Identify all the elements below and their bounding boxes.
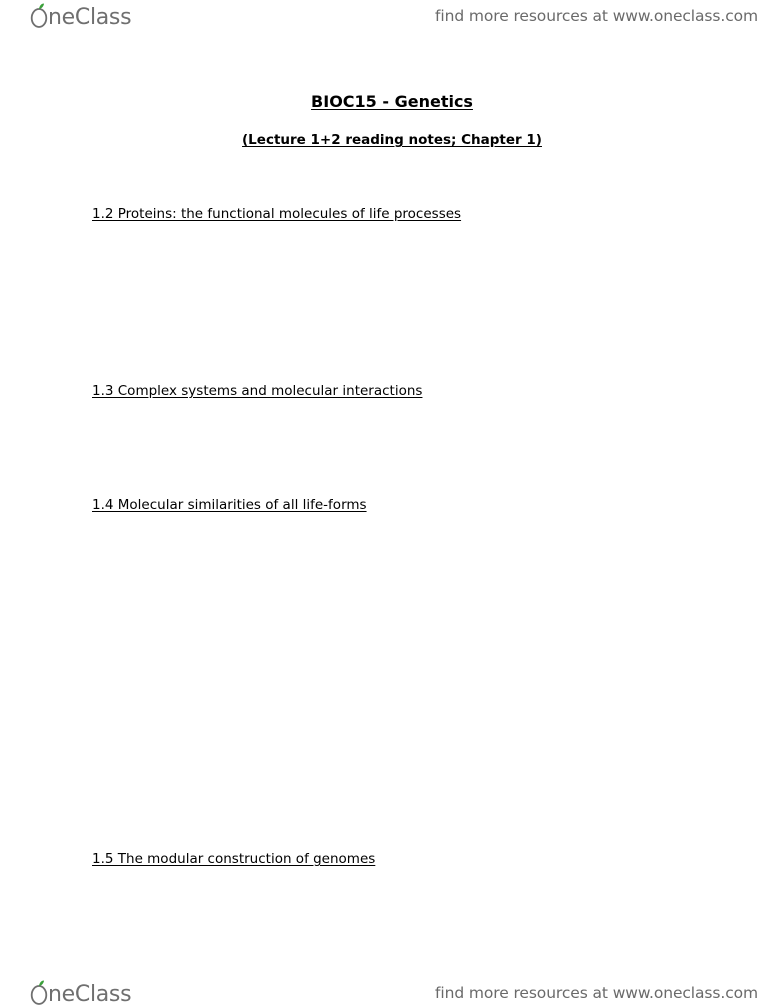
section-heading-1-2: 1.2 Proteins: the functional molecules of life processes: [92, 206, 462, 222]
logo-text: neClass: [48, 5, 132, 30]
document-title: BIOC15 - Genetics: [311, 92, 473, 111]
section-heading-1-4: 1.4 Molecular similarities of all life-forms: [92, 497, 367, 513]
section-heading-1-5: 1.5 The modular construction of genomes: [92, 851, 376, 867]
logo-o-leaf-icon: [30, 979, 48, 1007]
oneclass-logo-footer[interactable]: [30, 979, 142, 1007]
header-tagline[interactable]: find more resources at www.oneclass.com: [435, 7, 758, 25]
document-subtitle: (Lecture 1+2 reading notes; Chapter 1): [242, 132, 542, 148]
footer-tagline[interactable]: find more resources at www.oneclass.com: [435, 984, 758, 1002]
oneclass-logo[interactable]: [30, 2, 142, 30]
logo-o-leaf-icon: [30, 2, 48, 30]
logo-text: neClass: [48, 982, 132, 1007]
section-heading-1-3: 1.3 Complex systems and molecular interactions: [92, 383, 423, 399]
